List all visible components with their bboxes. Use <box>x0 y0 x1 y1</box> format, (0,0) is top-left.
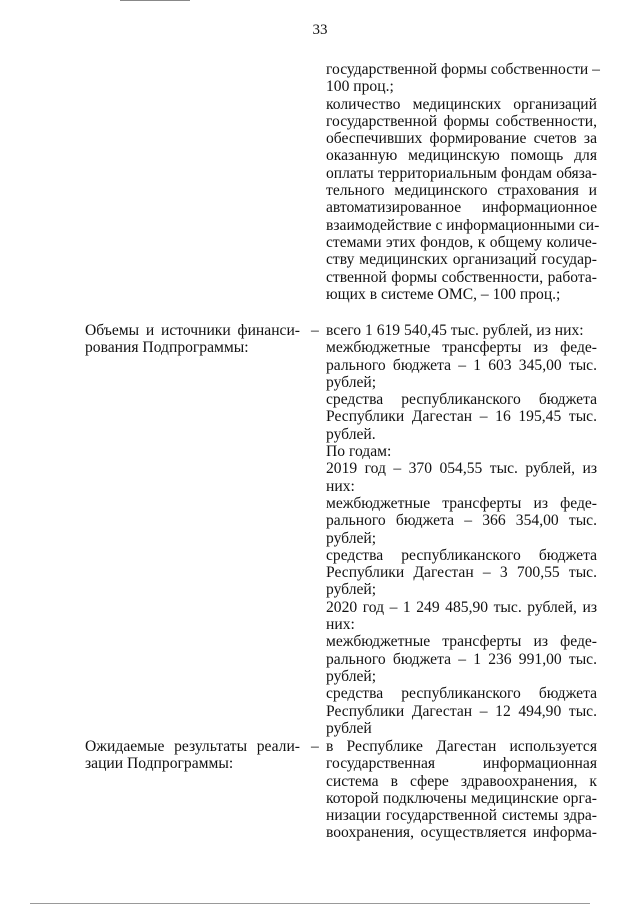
continuation-text <box>326 61 600 303</box>
text-line: в Республике Дагестан используется <box>326 738 597 755</box>
text-line: межбюджетные трансферты из феде- <box>326 633 597 651</box>
text-line: По годам: <box>326 443 392 461</box>
text-line: государственная информационная <box>326 755 597 773</box>
text-line: государственной формы собственности – <box>326 61 600 78</box>
financing-text <box>326 322 597 737</box>
text-line: рального бюджета – 1 236 991,00 тыс. <box>326 650 597 668</box>
financing-label <box>85 322 300 357</box>
financing-dash: – <box>311 322 319 339</box>
text-line: них: <box>326 477 355 495</box>
text-line: средства республиканского бюджета <box>326 391 597 409</box>
text-line: система в сфере здравоохранения, к <box>326 772 597 790</box>
text-line: Республики Дагестан – 3 700,55 тыс. <box>326 564 597 582</box>
text-line: средства республиканского бюджета <box>326 685 597 703</box>
text-line: рублей <box>326 719 372 737</box>
text-line: ственной формы собственности, работа- <box>326 268 597 286</box>
text-line: 100 проц.; <box>326 78 394 96</box>
text-line: Республики Дагестан – 12 494,90 тыс. <box>326 702 597 720</box>
text-line: обеспечивших формирование счетов за <box>326 130 597 148</box>
text-line: рублей; <box>326 581 377 599</box>
text-line: рублей. <box>326 425 376 443</box>
text-line: рублей; <box>326 373 377 391</box>
text-line: стемами этих фондов, к общему количе- <box>326 233 597 251</box>
expected-results-dash: – <box>311 738 319 755</box>
text-line: взаимодействие с информационными си- <box>326 216 600 234</box>
text-line: межбюджетные трансферты из феде- <box>326 494 597 512</box>
text-line: рального бюджета – 366 354,00 тыс. <box>326 512 597 530</box>
text-line: них: <box>326 616 355 634</box>
text-line: Республики Дагестан – 16 195,45 тыс. <box>326 408 597 426</box>
text-line: государственной формы собственности, <box>326 112 597 130</box>
text-line: рублей; <box>326 667 377 685</box>
text-line: воохранения, осуществляется информа- <box>326 824 597 842</box>
text-line: Объемы и источники финанси- <box>85 322 300 339</box>
text-line: межбюджетные трансферты из феде- <box>326 339 597 357</box>
text-line: ющих в системе ОМС, – 100 проц.; <box>326 285 561 303</box>
text-line: рублей; <box>326 529 377 547</box>
text-line: рования Подпрограммы: <box>85 339 249 357</box>
text-line: средства республиканского бюджета <box>326 546 597 564</box>
text-line: Ожидаемые результаты реали- <box>85 738 300 755</box>
text-line: ству медицинских организаций государ- <box>326 251 597 269</box>
expected-results-label <box>85 738 300 773</box>
text-line: которой подключены медицинские орга- <box>326 789 597 807</box>
text-line: тельного медицинского страхования и <box>326 182 597 200</box>
expected-results-text <box>326 738 597 842</box>
text-line: количество медицинских организаций <box>326 95 597 113</box>
text-line: 2020 год – 1 249 485,90 тыс. рублей, из <box>326 598 597 616</box>
scan-bottom-edge <box>30 903 590 904</box>
text-line: автоматизированное информационное <box>326 199 597 217</box>
text-line: рального бюджета – 1 603 345,00 тыс. <box>326 356 597 374</box>
scan-top-mark <box>120 0 190 1</box>
text-line: 2019 год – 370 054,55 тыс. рублей, из <box>326 460 597 478</box>
text-line: оплаты территориальным фондам обяза- <box>326 164 597 182</box>
text-line: низации государственной системы здра- <box>326 807 597 825</box>
text-line: оказанную медицинскую помощь для <box>326 147 597 165</box>
page-number: 33 <box>312 22 328 38</box>
text-line: всего 1 619 540,45 тыс. рублей, из них: <box>326 322 584 339</box>
text-line: зации Подпрограммы: <box>85 755 234 773</box>
